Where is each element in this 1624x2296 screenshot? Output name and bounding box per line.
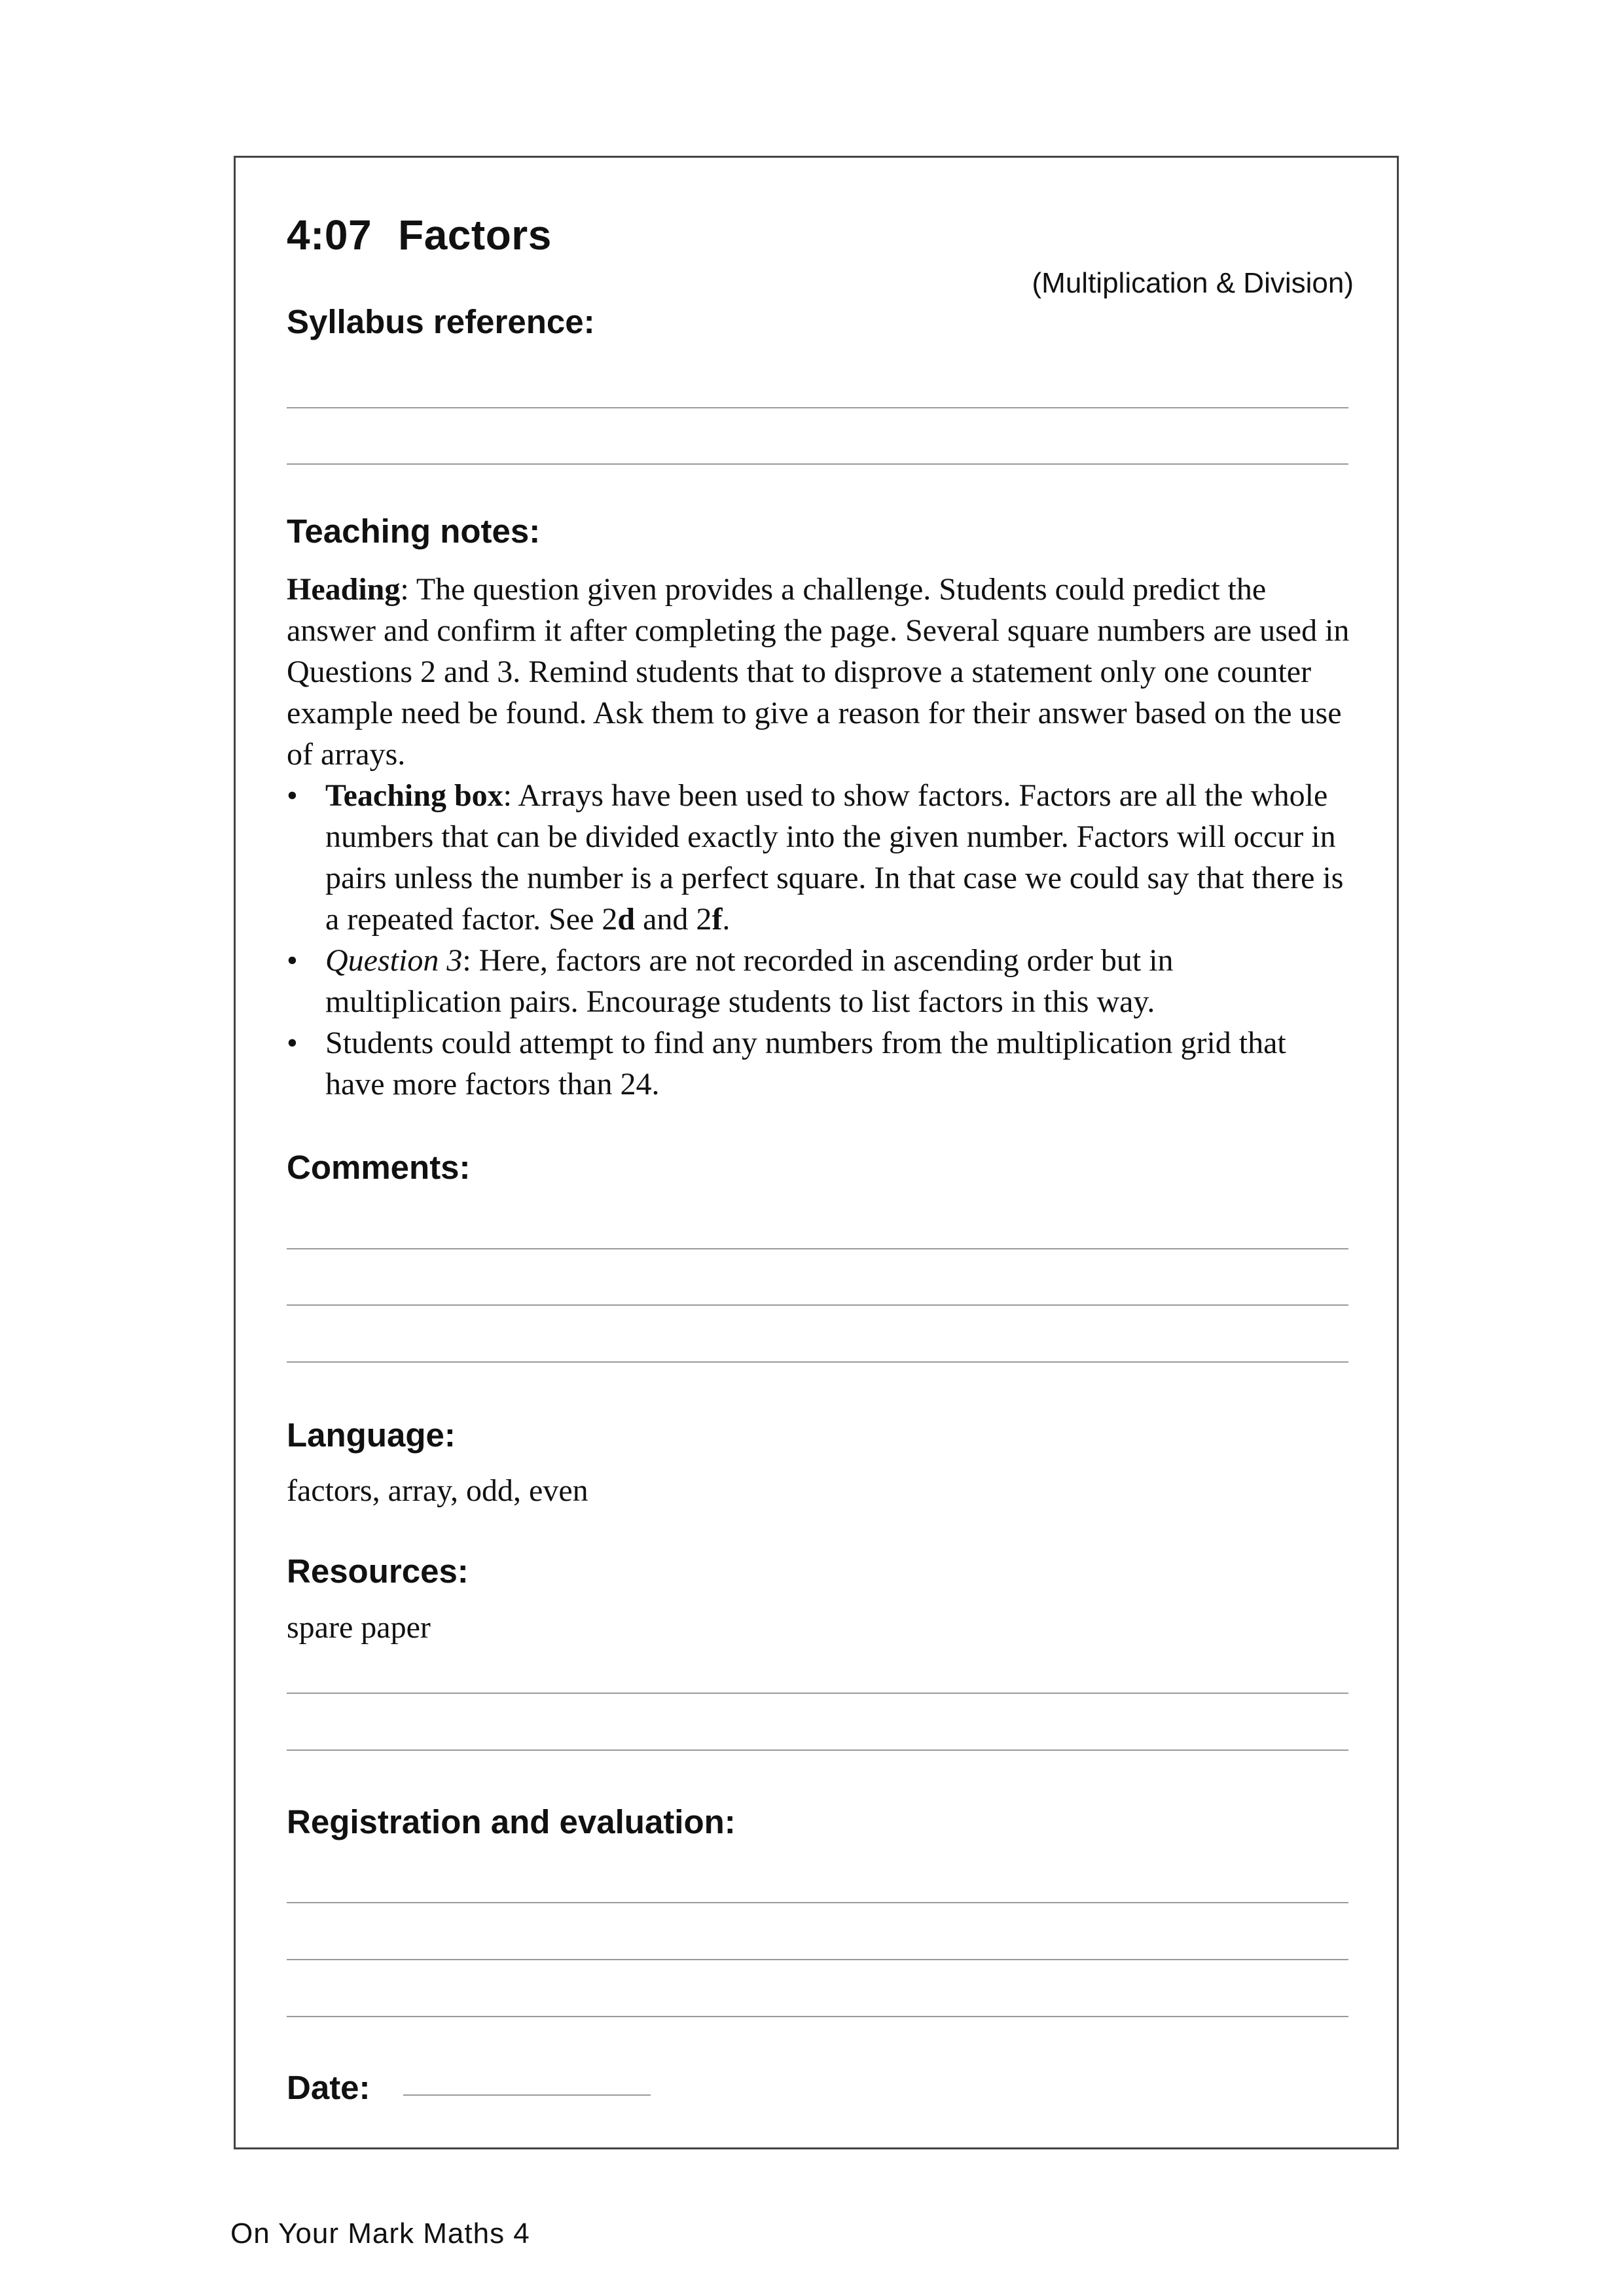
heading-note-lead: Heading (287, 572, 401, 607)
teaching-notes-label: Teaching notes: (287, 512, 541, 550)
bullet-dot: • (287, 1026, 298, 1060)
syllabus-line-1[interactable] (287, 407, 1348, 408)
registration-line-2[interactable] (287, 1959, 1348, 1960)
bullet-text: : Here, factors are not recorded in ascending order but in multiplication pairs. Encourage students to list factors in this way. (325, 943, 1174, 1019)
date-line[interactable] (403, 2094, 651, 2096)
comments-line-1[interactable] (287, 1248, 1348, 1249)
comments-line-2[interactable] (287, 1304, 1348, 1306)
registration-line-1[interactable] (287, 1902, 1348, 1903)
resources-line-2[interactable] (287, 1749, 1348, 1751)
bullet-teaching-box (287, 775, 1350, 940)
comments-line-3[interactable] (287, 1361, 1348, 1363)
bullet-lead: Question 3 (325, 943, 463, 978)
language-text: factors, array, odd, even (287, 1473, 588, 1508)
teaching-notes-body (287, 569, 1350, 1105)
lesson-number: 4:07 (287, 211, 372, 259)
bullet-ref-f: f (712, 902, 723, 937)
heading-note-text: : The question given provides a challenge. Students could predict the answer and confirm it after completing the page. Several square numbers are used in Questions 2 and 3. Remind students that to disprove a statement only one counter example need be found. Ask them to give a reason for their answer based on the use of arrays. (287, 572, 1350, 772)
language-label: Language: (287, 1416, 456, 1454)
bullet-text: : Arrays have been used to show factors. Factors are all the whole numbers that can be divided exactly into the given number. Factors will occur in pairs unless the number is a perfect square. In that case we could say that there is a repeated factor. See 2 (325, 778, 1344, 937)
bullet-lead: Teaching box (325, 778, 503, 813)
heading-note (287, 569, 1350, 775)
comments-label: Comments: (287, 1149, 471, 1186)
bullet-text-and: and 2 (635, 902, 712, 937)
page-title (287, 211, 552, 259)
registration-line-3[interactable] (287, 2016, 1348, 2017)
strand-label: (Multiplication & Division) (1032, 267, 1354, 299)
resources-text: spare paper (287, 1610, 431, 1645)
footer-book-title: On Your Mark Maths 4 (230, 2217, 530, 2250)
bullet-extension (287, 1022, 1350, 1105)
bullet-dot: • (287, 778, 298, 813)
date-label: Date: (287, 2069, 370, 2106)
bullet-dot: • (287, 943, 298, 978)
bullet-ref-d: d (617, 902, 636, 937)
bullet-text-end: . (722, 902, 731, 937)
bullet-text: Students could attempt to find any numbers from the multiplication grid that have more factors than 24. (325, 1026, 1286, 1102)
registration-label: Registration and evaluation: (287, 1803, 736, 1840)
syllabus-reference-label: Syllabus reference: (287, 303, 595, 340)
resources-line-1[interactable] (287, 1693, 1348, 1694)
bullet-question-3 (287, 940, 1350, 1022)
syllabus-line-2[interactable] (287, 463, 1348, 465)
resources-label: Resources: (287, 1552, 469, 1590)
teaching-bullets (287, 775, 1350, 1105)
lesson-title: Factors (398, 211, 552, 259)
